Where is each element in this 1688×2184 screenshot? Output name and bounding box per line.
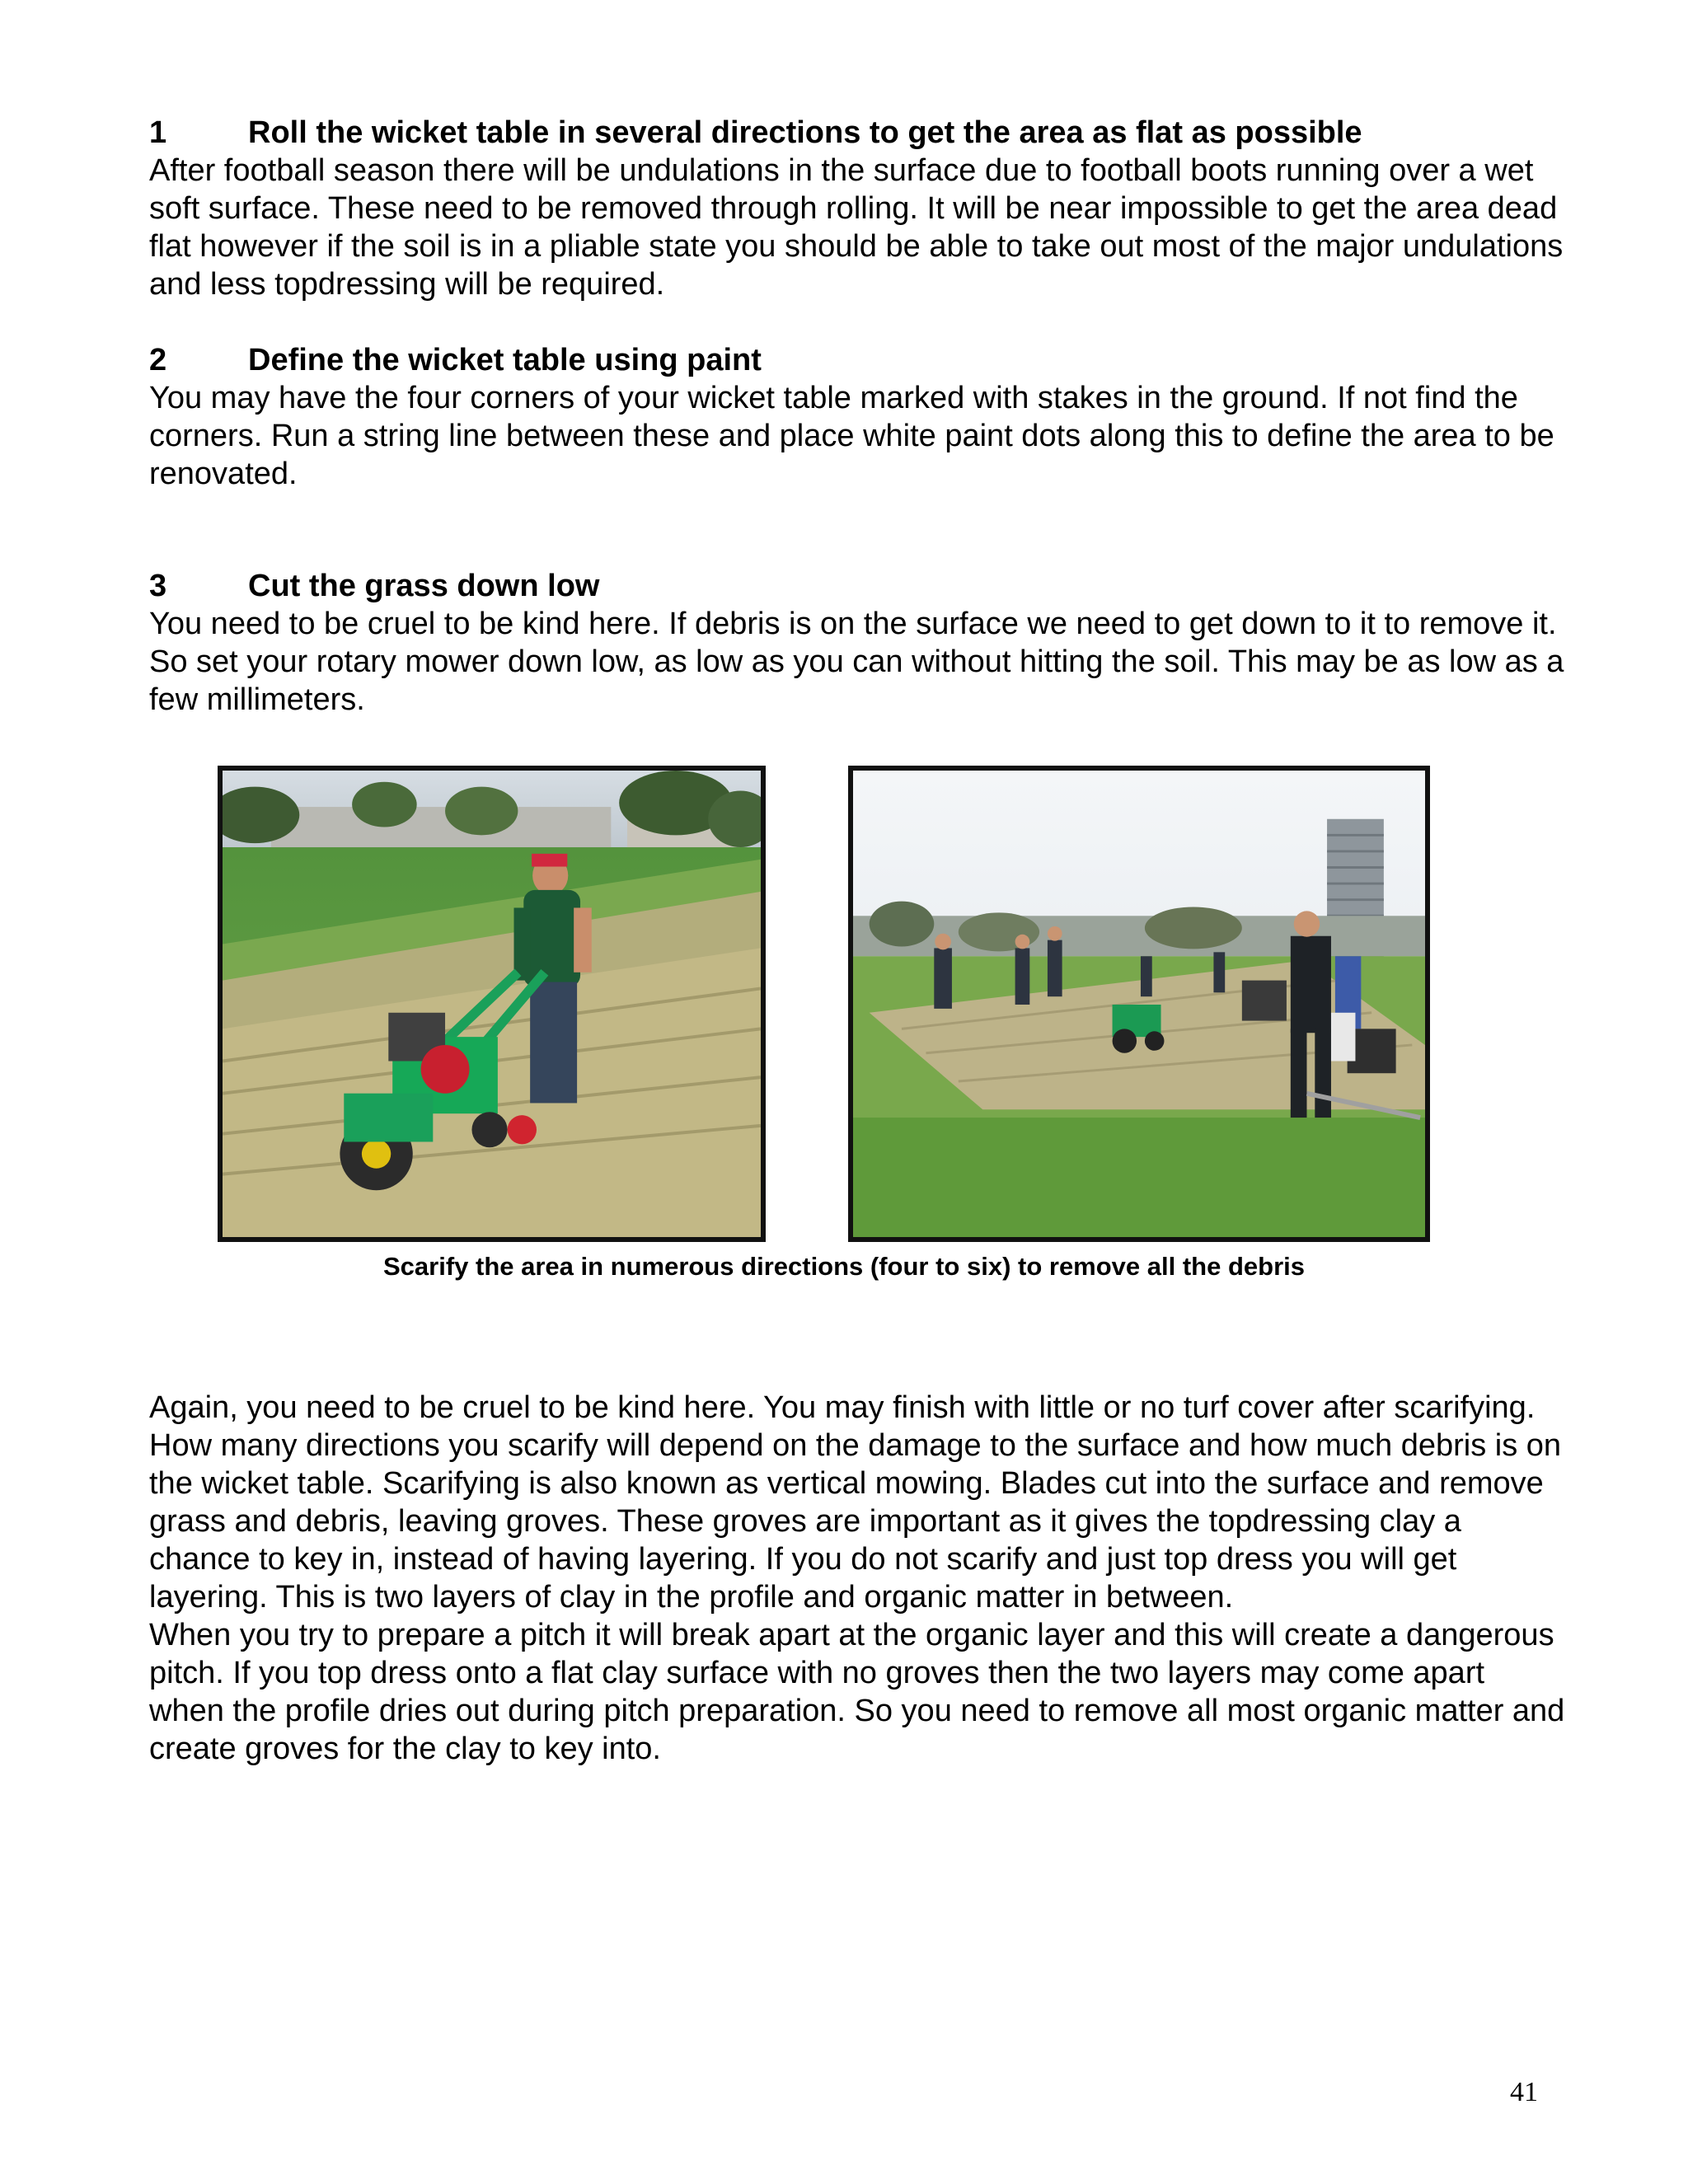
closing-paragraph-1: Again, you need to be cruel to be kind here. You may finish with little or no turf cover after scarifying. How many directions you scarify will depend on the damage to the surface and how much debris is on the wicket table. Scarifying is also known as vertical mowing. Blades cut into the surface and remove grass and debris, leaving groves. These groves are important as it gives the topdressing clay a chance to key in, instead of having layering. If you do not scarify and just top dress you will get layering. This is two layers of clay in the profile and organic matter in between.	[149, 1390, 1562, 1615]
section-3	[149, 567, 1567, 719]
section-2	[149, 341, 1567, 493]
closing-text	[149, 1389, 1567, 1768]
closing-paragraph-2: When you try to prepare a pitch it will break apart at the organic layer and this will create a dangerous pitch. If you top dress onto a flat clay surface with no groves then the two layers may come apart when the profile dries out during pitch preparation. So you need to remove all most organic matter and create groves for the clay to key into.	[149, 1618, 1565, 1766]
section-3-heading	[149, 567, 1567, 605]
scarifying-crew-photo-right	[848, 766, 1430, 1242]
photo-caption: Scarify the area in numerous directions (four to six) to remove all the debris	[383, 1252, 1305, 1281]
section-2-title: Define the wicket table using paint	[248, 343, 762, 377]
section-1-heading	[149, 114, 1567, 152]
section-1	[149, 114, 1567, 303]
section-1-number: 1	[149, 115, 167, 150]
section-1-body: After football season there will be undulations in the surface due to football boots running over a wet soft surface. These need to be removed through rolling. It will be near impossible to get the area dead flat however if the soil is in a pliable state you should be able to take out most of the major undulations and less topdressing will be required.	[149, 153, 1564, 302]
section-1-title: Roll the wicket table in several directions to get the area as flat as possible	[248, 115, 1362, 150]
scarifying-crew-image	[853, 771, 1425, 1237]
page-number: 41	[1510, 2077, 1538, 2107]
section-2-body: You may have the four corners of your wicket table marked with stakes in the ground. If not find the corners. Run a string line between these and place white paint dots along this to define the area to be renovated.	[149, 381, 1554, 491]
scarifier-photo-left	[218, 766, 766, 1242]
section-3-title: Cut the grass down low	[248, 569, 600, 603]
section-2-number: 2	[149, 343, 167, 377]
section-3-body: You need to be cruel to be kind here. If debris is on the surface we need to get down to it to remove it. So set your rotary mower down low, as low as you can without hitting the soil. This may be as low as a few millimeters.	[149, 607, 1564, 717]
section-2-heading	[149, 341, 1567, 379]
scarifier-operator-image	[223, 771, 761, 1237]
section-3-number: 3	[149, 569, 167, 603]
